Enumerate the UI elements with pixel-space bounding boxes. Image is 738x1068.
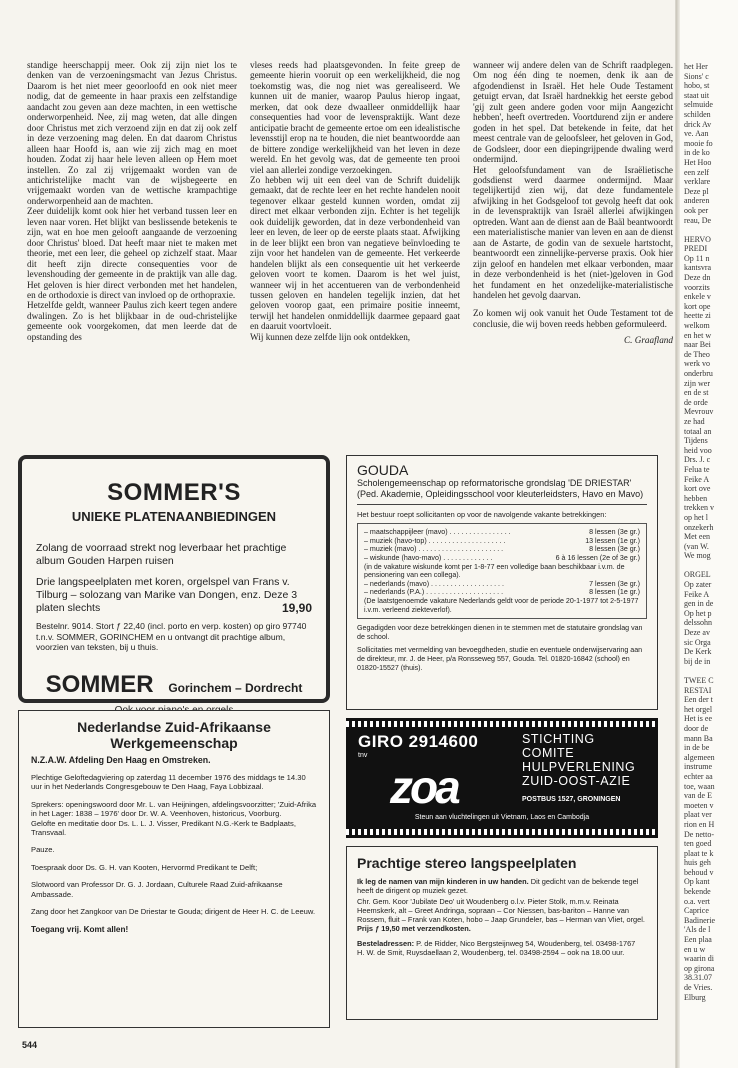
paragraph: Zo hebben wij uit een deel van de Schrift duidelijk gemaakt, dat de rechte leer en het rechte handelen nooit tegenover elkaar gesteld kunnen worden, omdat zij direct met elkaar verbonden zijn. Echter is het tegelijk ook duidelijk geworden, dat in deze verbondenheid van leer en leven, de leer op de eerste plaats staat. Afwijking in de leer blijkt een bron van negatieve beïnvloeding te zijn voor het handelen van de gemeente. Het verkeerde handelen blijkt als een consequentie uit het verkeerde geloven voort te komen. Daarom is het wel juist, wanneer wij in het accentueren van de verbondenheid tussen geloven en handelen tegelijk inzien, dat het geloven voorop gaat, een primaire positie inneemt, terwijl het handelen onmiddellijk daarmee gepaard gaat en daaruit voortvloeit. [250, 174, 460, 332]
divider [357, 504, 647, 505]
vacancy-note: (in de vakature wiskunde komt per 1-8-77 een volledige baan beschikbaar i.v.m. de pensionering van een collega). [364, 562, 625, 580]
paragraph: Het geloofsfundament van de Israëlietische godsdienst werd daarmee ondermijnd. Maar tegelijkertijd zien wij, dat deze fundamentele afwijking in het Godsgeloof tot gevolg heeft dat ook in de levenspraktijk van Israël allerlei afwijkingen optreden. Want aan de dienst aan de Baäl beantwoordt een materialistische manier van leven en aan de dienst aan de Astarte, de godin van de sexuele hartstocht, beantwoordt een zinnelijke-perverse praxis. Ook hier zijn geloof en handelen met elkaar verbonden, maar in deze verbondenheid is het (niet-)geloven in God het fundament en het onzedelijke-materialistische handelen het gevolg daarvan. [473, 164, 673, 300]
ad-addresses: Besteladressen: P. de Ridder, Nico Bergsteijnweg 54, Woudenberg, tel. 03498-1767 H. W. de Smit, Ruysdaellaan 2, Woudenberg, tel. 03498-2594 – ook na 18.00 uur. [357, 939, 636, 957]
zoa-logo: zoa [390, 761, 458, 813]
ad-title: Nederlandse Zuid-Afrikaanse Werkgemeenschap [77, 719, 271, 751]
vacancy-row: – nederlands (mavo) . . . . . . . . . . . . . . . . . . . 7 lessen (3e gr.) [364, 579, 640, 588]
brand-name: SOMMER [45, 670, 154, 698]
ad-apply: Sollicitaties met vermelding van bevoegdheden, studie en eventuele onderwijservaring aan de direkteur, mr. J. de Heer, p/a Ronsseweg 557, Gouda. Tel. 01820-16842 (school) en 01820-15527 (thuis). [357, 646, 643, 672]
paragraph: vleses reeds had plaatsgevonden. In feite greep de gemeente hierin vooruit op een werkelijkheid, die nog toekomstig was, die nog niet was gerealiseerd. We kunnen uit de manier, waarop Paulus hierop ingaat, merken, dat ook deze dwaalleer onmiddellijk haar consequenties had voor de levenspraktijk. Want deze anticipatie bracht de gemeente ertoe om een idealistische levensstijl erop na te houden, die niet beantwoordde aan de bittere zondige werkelijkheid van het leven in deze wereld. En het gevolg was, dat de gemeente ten prooi viel aan allerlei zondige verzoekingen. [250, 60, 460, 175]
paragraph: Zeer duidelijk komt ook hier het verband tussen leer en leven naar voren. Het blijkt van beslissende betekenis te zijn, wat en hoe men gelooft aangaande de verzoening door Christus' bloed. Dat heeft maar niet te maken met theorie, met een leer, die geheel op zichzelf staat. Maar dit heeft zijn directe consequenties voor de levenshouding der gemeente in de praktijk van alle dag. Het geloven is hier direct verbonden met het handelen, en de orthodoxie is direct van invloed op de orthopraxie. [27, 206, 237, 300]
vacancy-row: – maatschappijleer (mavo) . . . . . . . . . . . . . . . . 8 lessen (3e gr.) [364, 528, 640, 537]
ad-intro: Scholengemeenschap op reformatorische grondslag 'DE DRIESTAR' (Ped. Akademie, Opleidingsschool voor kleuterleidsters, Havo en Mavo) [357, 478, 644, 499]
ad-brand [36, 671, 312, 699]
ad-offer [36, 576, 312, 615]
vacancy-row: – muziek (mavo) . . . . . . . . . . . . . . . . . . . . . . 8 lessen (3e gr.) [364, 545, 640, 554]
vacancy-row: – wiskunde (havo-mavo) . . . . . . . . . . . . . 6 à 16 lessen (2e of 3e gr.) [364, 553, 640, 562]
offer-price: 19,90 [281, 601, 312, 615]
article-column-2 [250, 60, 460, 342]
paragraph: Hetzelfde geldt, wanneer Paulus zich keert tegen andere dwalingen. Zo is het blijkbaar in de oud-christelijke gemeente ook voorgekomen, dat men leerde dat de opstanding des [27, 300, 237, 342]
ad-body: Chr. Gem. Koor 'Jubilate Deo' uit Woudenberg o.l.v. Pieter Stolk, m.m.v. Reinata Heemskerk, alt – Greet Andringa, sopraan – Cor Niessen, bas-bariton – Hanne van Rossem, fluit – Frank van Koten, hobo – Jaap Grundeler, bas – Herman van Vliet, orgel. Prijs ƒ 19,50 met verzendkosten. [357, 897, 645, 933]
ad-line: Plechtige Geloftedagviering op zaterdag 11 december 1976 des middags te 14.30 uur in het Nederlands Congresgebouw te Den Haag, Faya Lobbizaal. [31, 773, 306, 792]
ad-conditions: Gegadigden voor deze betrekkingen dienen in te stemmen met de statutaire grondslag van de school. [357, 624, 643, 641]
article-column-3 [473, 60, 673, 346]
giro-number: GIRO 2914600 [358, 732, 479, 751]
adjacent-page-edge [675, 0, 738, 1068]
nzaw-advertisement [18, 710, 330, 1028]
ad-line: Pauze. [31, 845, 55, 855]
ad-order-info: Bestelnr. 9014. Stort ƒ 22,40 (incl. porto en verp. kosten) op giro 97740 t.n.v. SOMMER, GORINCHEM en u ontvangt dit prachtige album, voorzien van teksten, bij u thuis. [36, 621, 307, 652]
article-column-1 [27, 60, 237, 342]
tnv-label: tnv [358, 752, 368, 759]
paragraph: Zo komen wij ook vanuit het Oude Testament tot de conclusie, die wij boven reeds hebben geformuleerd. [473, 308, 673, 329]
adjacent-page-text: het Her Sions' c hobo, st staat uit selmuide schilden drick Av ve. Aan mooie fo in de ko Het Hoo een zelf verklare Deze pl anderen ook per reau, De HERVO PREDI Op 11 n kantsvra Deze dn voorzits enkele v kort ope heette zi welkom en het w naar Bei de Theo werk vo onderbru zijn wer en de st de orde Mevrouv ze had totaal an Tijdens heid voo Drs. J. c Felua te Feike A kort ove hebben trekken v op het l onzekerh Met een (van W. We mog ORGEL Op zater Feike A gen in de Op het p delssohn Deze av sic Orga De Kerk bij de in TWEE C RESTAI Een der t het orgel Het is ee door de mann Ba in de be algemeen instrume echter aa toe, waan van de E moeten v plaat ver rion en H De netto- ten goed plaat te k huis geh behoud v Op kant bekende o.a. vert Caprice Badinerie 'Als de l Een plaa en u w waarin di op girona 38.31.07 de Vries. Elburg [684, 62, 716, 1002]
page-number: 544 [22, 1040, 38, 1050]
paragraph: standige heerschappij meer. Ook zij zijn niet los te denken van de verzoeningsmacht van Jezus Christus. Daarom is het niet meer geoorloofd en ook niet meer nodig, dat de gemeente in haar praxis een zelfstandige aandacht zou geven aan deze machten, in een wettische onderworpenheid. Nee, zij mag weten, dat alle dingen door Christus met zich verzoend zijn en dat zij ook zelf in deze verzoening mag delen. En dat daarom Christus alleen haar Hoofd is, aan wie zij zich mag en moet houden. Zodat zij haar hele leven alleen op Hem moet instellen. Zo zal zij vrijgemaakt worden van de antichristelijke macht van de wijsbegeerte en vrijgemaakt worden van de wettische krampachtige onderworpenheid aan de machten. [27, 60, 237, 206]
author-signature: C. Graafland [623, 335, 673, 346]
offer-text: Drie langspeelplaten met koren, orgelspel van Frans v. Tilburg – solozang van Marike van Dongen, enz. Deze 3 platen slechts [36, 576, 298, 614]
ad-lead: Ik leg de namen van mijn kinderen in uw handen. Dit gedicht van de bekende tegel heeft de dirigent op muziek gezet. [357, 877, 639, 895]
ad-line: Zang door het Zangkoor van De Driestar te Gouda; dirigent de Heer H. C. de Leeuw. [31, 907, 316, 917]
ad-subtitle: UNIEKE PLATENAANBIEDINGEN [71, 509, 277, 524]
page-fold-shadow [676, 0, 680, 1068]
support-text: Steun aan vluchtelingen uit Vietnam, Laos en Cambodja [414, 814, 590, 821]
ad-line: Slotwoord van Professor Dr. G. J. Jordaan, Culturele Raad Zuid-afrikaanse Ambassade. [31, 880, 283, 899]
gouda-advertisement [346, 455, 658, 710]
sommer-advertisement [18, 455, 330, 703]
ad-line: Gelofte en meditatie door Ds. L. L. J. Visser, Predikant N.G.-Kerk te Badplaats, Transvaal. [31, 818, 296, 838]
ad-title: Prachtige stereo langspeelplaten [357, 855, 577, 871]
ad-intro: Zolang de voorraad strekt nog leverbaar het prachtige album Gouden Harpen ruisen [36, 542, 287, 567]
ad-line: Toespraak door Ds. G. H. van Kooten, Hervormd Predikant te Delft; [31, 862, 258, 872]
ad-title: GOUDA [357, 462, 409, 478]
vacancy-note: (De laatstgenoemde vakature Nederlands geldt voor de periode 20-1-1977 tot 2-5-1977 i.v.m. verleend ziekteverlof). [364, 596, 639, 614]
paragraph: Wij kunnen deze zelfde lijn ook ontdekken, [250, 331, 411, 342]
ad-line: Sprekers: openingswoord door Mr. L. van Heijningen, afdelingsvoorzitter; 'Zuid-Afrika in het Lager: 1838 – 1976' door Dr. W. A. Veenhoven, historicus, Voorburg. [31, 799, 317, 819]
vacancy-list [357, 523, 647, 619]
zoa-name: STICHTING COMITE HULPVERLENING ZUID-OOST-AZIE [522, 732, 636, 788]
postbus: POSTBUS 1527, GRONINGEN [522, 796, 621, 803]
zoa-advertisement [346, 718, 658, 838]
dotted-border [346, 829, 658, 835]
vacancy-row: – muziek (havo-top) . . . . . . . . . . . . . . . . . . . . 13 lessen (1e gr.) [364, 536, 640, 545]
dotted-border [346, 721, 658, 727]
ad-board-text: Het bestuur roept sollicitanten op voor de navolgende vakante betrekkingen: [357, 510, 607, 520]
ad-title: SOMMER'S [107, 479, 241, 506]
vacancy-row: – nederlands (P.A.) . . . . . . . . . . . . . . . . . . . . 8 lessen (1e gr.) [364, 588, 640, 597]
brand-place: Gorinchem – Dordrecht [168, 680, 303, 695]
ad-subtitle: N.Z.A.W. Afdeling Den Haag en Omstreken. [31, 755, 211, 765]
paragraph: wanneer wij andere delen van de Schrift raadplegen. Om nog één ding te noemen, denk ik aan de afgodendienst in Israël. Het hele Oude Testament getuigt ervan, dat Israël hardnekkig het eerste gebod 'gij zult geen andere goden voor mijn Aangezicht hebben', heeft overtreden. Voortdurend zijn er andere goden in het spel. Dat betekende in feite, dat het meest centrale van de geloofsleer, het geloven in God, de Godsleer, door een diepingrijpende dwaling werd ondermijnd. [473, 60, 673, 165]
ad-closing: Toegang vrij. Komt allen! [31, 925, 129, 935]
stereo-advertisement [346, 846, 658, 1020]
